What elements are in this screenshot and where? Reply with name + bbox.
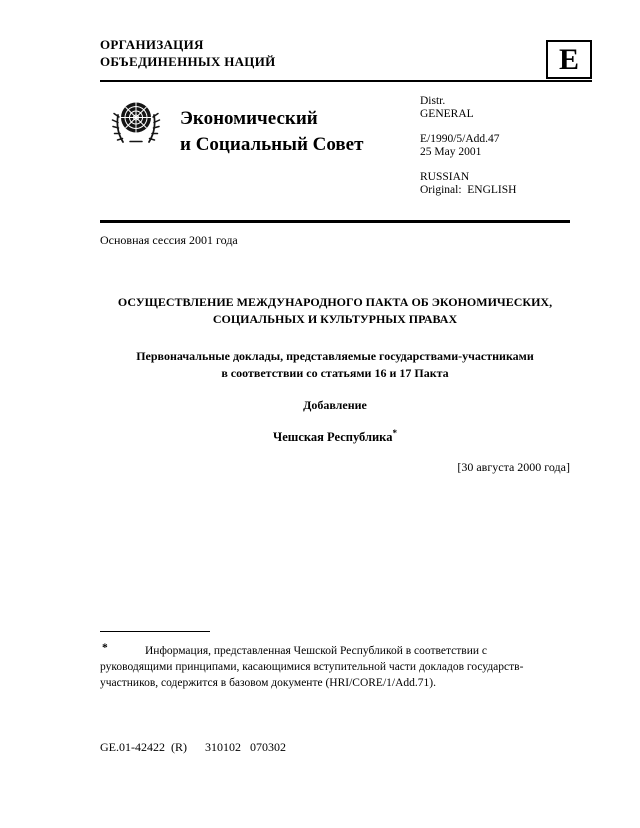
org-name [100, 36, 276, 70]
doc-symbol: E/1990/5/Add.47 [420, 133, 500, 145]
org-name-line1: ОРГАНИЗАЦИЯ [100, 37, 204, 52]
doc-info-block [420, 95, 516, 209]
country-footnote-marker: * [392, 428, 397, 438]
document-subtitle [100, 348, 570, 382]
distr-label: Distr. [420, 95, 446, 107]
doc-date: 25 May 2001 [420, 146, 482, 158]
language-group [420, 171, 516, 197]
org-name-line2: ОБЪЕДИНЕННЫХ НАЦИЙ [100, 54, 276, 69]
masthead-rule [100, 220, 570, 223]
document-title-line2: СОЦИАЛЬНЫХ И КУЛЬТУРНЫХ ПРАВАХ [212, 312, 458, 326]
submission-date: [30 августа 2000 года] [457, 460, 570, 474]
footnote-marker: * [102, 642, 108, 654]
doc-language: RUSSIAN [420, 171, 470, 183]
footnote-separator [100, 631, 210, 632]
header-rule [100, 80, 592, 82]
session-line: Основная сессия 2001 года [100, 233, 238, 247]
distr-type: GENERAL [420, 108, 474, 120]
document-subtitle-line2: в соответствии со статьями 16 и 17 Пакта [221, 366, 449, 380]
document-reference: GE.01-42422 (R) 310102 070302 [100, 740, 286, 754]
country-name: Чешская Республика [273, 430, 393, 445]
addendum-heading: Добавление [303, 398, 367, 412]
document-subtitle-line1: Первоначальные доклады, представляемые государствами-участниками [136, 349, 534, 363]
footnote-text: Информация, представленная Чешской Республикой в соответствии с руководящими принципами, касающимися вступительной части докладов государств-участников, содержится в базовом документе (HRI/CORE/1/Add.71). [100, 645, 524, 689]
document-title [100, 294, 570, 328]
original-language: Original: ENGLISH [420, 184, 517, 196]
council-name-line2: и Социальный Совет [180, 134, 364, 155]
symbol-group [420, 133, 516, 159]
un-emblem-icon [106, 94, 166, 152]
distribution-group [420, 95, 516, 121]
series-letter-box [546, 40, 592, 79]
footnote [100, 643, 560, 691]
council-name [180, 106, 363, 158]
document-title-line1: ОСУЩЕСТВЛЕНИЕ МЕЖДУНАРОДНОГО ПАКТА ОБ ЭКОНОМИЧЕСКИХ, [117, 295, 553, 309]
council-name-line1: Экономический [180, 108, 318, 129]
series-letter: E [558, 43, 579, 76]
country-heading [100, 428, 570, 445]
